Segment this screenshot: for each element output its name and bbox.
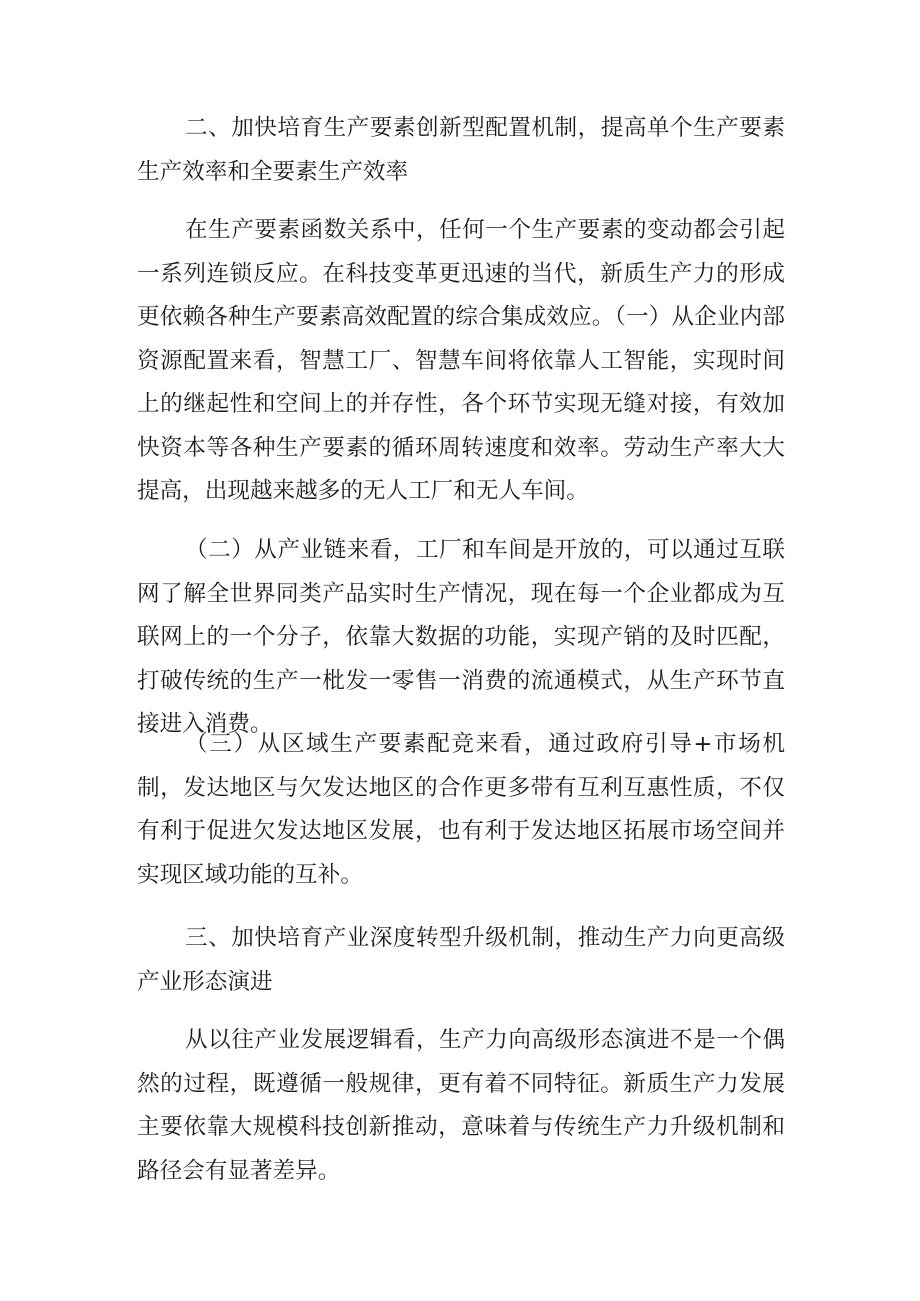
body-paragraph: （二）从产业链来看，工厂和车间是开放的，可以通过互联网了解全世界同类产品实时生产情况，现在每一个企业都成为互联网上的一个分子，依靠大数据的功能，实现产销的及时匹配，打破传统的生产一枇发一零售一消费的流通模式，从生产环节直接进入消费。 bbox=[137, 537, 785, 737]
section-heading-two: 二、加快培育生产要素创新型配置机制，提高单个生产要素生产效率和全要素生产效率 bbox=[137, 115, 785, 185]
section-heading-three: 三、加快培育产业深度转型升级机制，推动生产力向更高级产业形态演进 bbox=[137, 925, 785, 995]
body-paragraph: 在生产要素函数关系中，任何一个生产要素的变动都会引起一系列连锁反应。在科技变革更迅速的当代，新质生产力的形成更依赖各种生产要素高效配置的综合集成效应。（一）从企业内部资源配置来看，智慧工厂、智慧车间将依靠人工智能，实现时间上的继起性和空间上的并存性，各个环节实现无缝对接，有效加快资本等各种生产要素的循环周转速度和效率。劳动生产率大大提高，出现越来越多的无人工厂和无人车间。 bbox=[137, 217, 785, 504]
body-paragraph: 从以往产业发展逻辑看，生产力向高级形态演进不是一个偶然的过程，既遵循一般规律，更有着不同特征。新质生产力发展主要依靠大规模科技创新推动，意味着与传统生产力升级机制和路径会有显著差异。 bbox=[137, 1027, 785, 1184]
body-paragraph: （三）从区域生产要素配竞来看，通过政府引导+市场机制，发达地区与欠发达地区的合作更多带有互利互惠性质，不仅有利于促进欠发达地区发展，也有利于发达地区拓展市场空间并实现区域功能的互补。 bbox=[137, 731, 785, 888]
